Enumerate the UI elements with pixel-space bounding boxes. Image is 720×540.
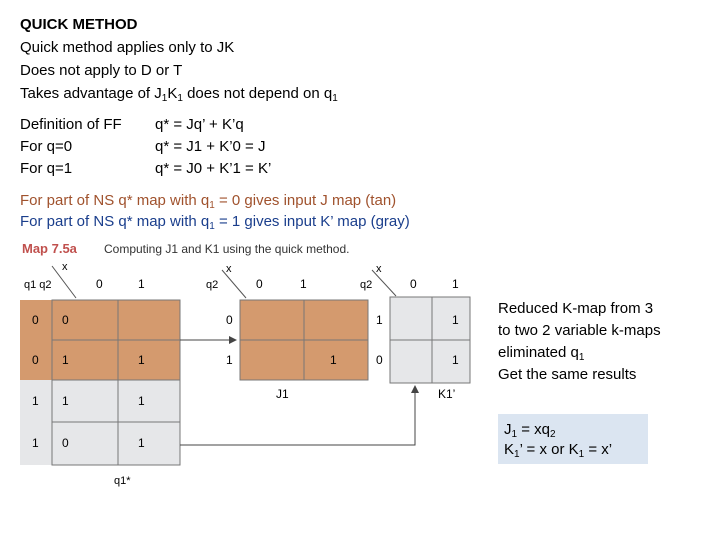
bullet-line-1: Quick method applies only to JK xyxy=(20,39,235,56)
bullet-line-2: Does not apply to D or T xyxy=(20,62,183,79)
definition-equation: q* = Jq’ + K’q xyxy=(155,116,244,133)
map1-cell-r1c1: 1 xyxy=(138,353,145,367)
map1-row2-q1: 1 xyxy=(32,394,39,408)
jmap-label: J1 xyxy=(276,387,289,401)
map1-row1-q2: 1 xyxy=(62,353,69,367)
ns-tan-line: For part of NS q* map with $q_1 = 0$ gives input J map (tan) xyxy=(20,192,397,211)
kmap-row1-q2: 0 xyxy=(376,353,383,367)
map1-row1-q1: 0 xyxy=(32,353,39,367)
result-k1: $K_1$’ = x or $K_1 = x$’ xyxy=(504,441,613,460)
kmap-col-1: 1 xyxy=(452,277,459,291)
q0-label: For q=0 xyxy=(20,138,73,155)
jmap-row1-q2: 1 xyxy=(226,353,233,367)
page-title: QUICK METHOD xyxy=(20,16,138,33)
kmap-row0-q2: 1 xyxy=(376,313,383,327)
map1-col-1: 1 xyxy=(138,277,145,291)
three-variable-map xyxy=(20,261,180,487)
note-line-4: Get the same results xyxy=(498,366,637,383)
jmap-x-label: x xyxy=(226,263,232,275)
q1-label: For q=1 xyxy=(20,160,73,177)
figure-caption-text: Computing J1 and K1 using the quick method. xyxy=(104,242,350,256)
map1-bottom-label: q1* xyxy=(114,475,131,487)
q1-equation: q* = J0 + K’1 = K’ xyxy=(155,160,272,177)
map1-row0-q2: 0 xyxy=(62,313,69,327)
jmap-row-header: q2 xyxy=(206,279,219,291)
j1-map xyxy=(206,263,368,401)
result-j1: $J_1 = xq_2$ xyxy=(504,421,556,440)
kmap-row-header: q2 xyxy=(360,279,373,291)
definition-label: Definition of FF xyxy=(20,116,122,133)
jmap-col-1: 1 xyxy=(300,277,307,291)
k1-map xyxy=(360,263,470,401)
jmap-row0-q2: 0 xyxy=(226,313,233,327)
note-line-2: to two 2 variable k-maps xyxy=(498,322,661,339)
map1-cell-r2c1: 1 xyxy=(138,394,145,408)
map1-col-0: 0 xyxy=(96,277,103,291)
figure-caption-label: Map 7.5a xyxy=(22,241,77,256)
map1-x-label: x xyxy=(62,261,68,273)
kmap-col-0: 0 xyxy=(410,277,417,291)
map1-row-header: q1 q2 xyxy=(24,279,52,291)
map1-row3-q1: 1 xyxy=(32,436,39,450)
bullet-line-3: Takes advantage of $J_1K_1$ does not depend on $q_1$ xyxy=(20,85,338,104)
note-line-1: Reduced K-map from 3 xyxy=(498,300,654,317)
map1-row3-q2: 0 xyxy=(62,436,69,450)
map1-row2-q2: 1 xyxy=(62,394,69,408)
result-box xyxy=(498,414,648,464)
map1-cell-r3c1: 1 xyxy=(138,436,145,450)
note-line-3: eliminated $q_1$ xyxy=(498,344,585,363)
kmap-cell-r1c1: 1 xyxy=(452,353,459,367)
q0-equation: q* = J1 + K’0 = J xyxy=(155,138,266,155)
map1-row0-q1: 0 xyxy=(32,313,39,327)
arrow-to-kmap xyxy=(180,386,415,445)
ns-gray-line: For part of NS q* map with $q_1 = 1$ gives input K’ map (gray) xyxy=(20,213,410,232)
jmap-cell-r1c1: 1 xyxy=(330,353,337,367)
kmap-label: K1’ xyxy=(438,387,456,401)
kmap-cell-r0c1: 1 xyxy=(452,313,459,327)
kmap-x-label: x xyxy=(376,263,382,275)
jmap-col-0: 0 xyxy=(256,277,263,291)
